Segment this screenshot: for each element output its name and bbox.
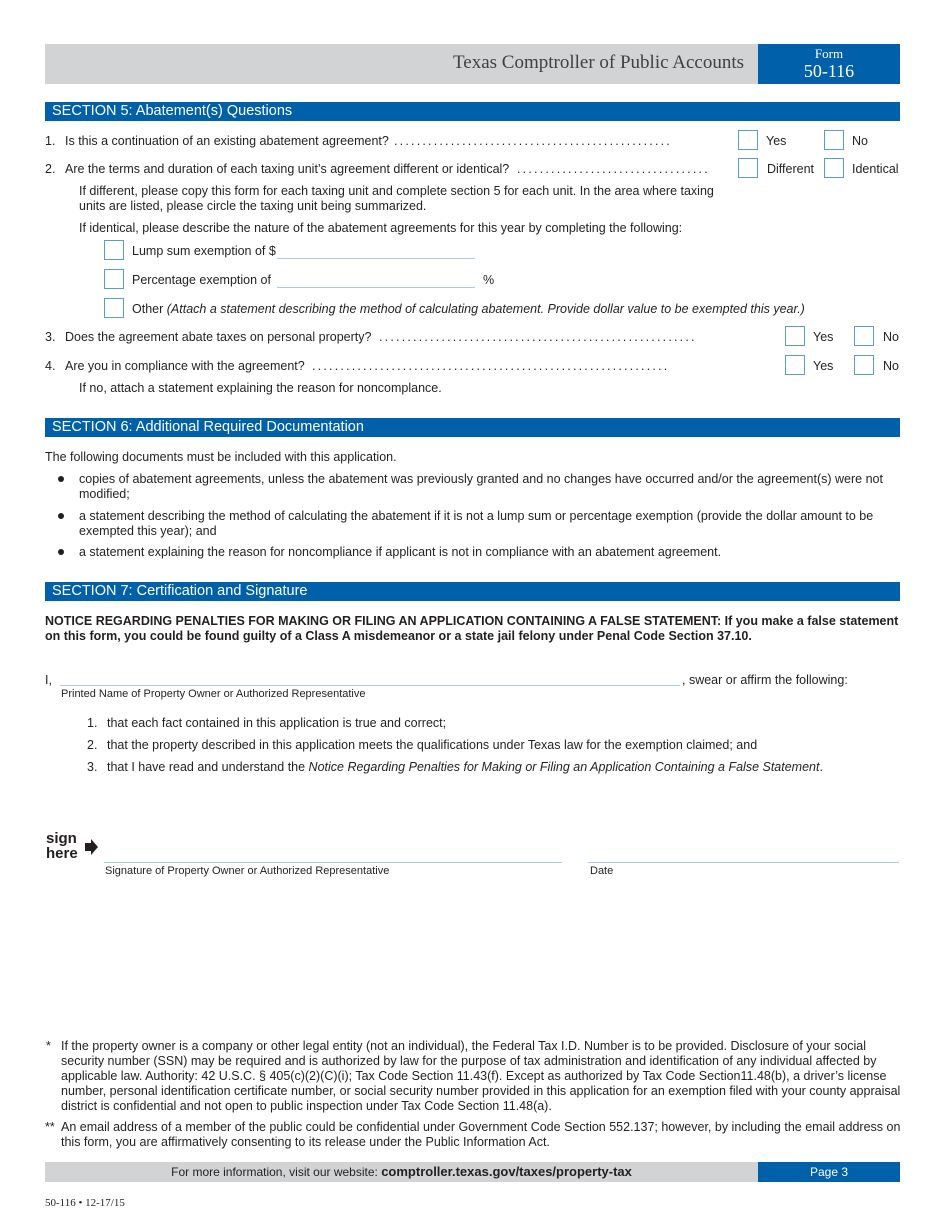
- arrow-right-icon: [85, 839, 98, 855]
- q4-number: 4.: [45, 359, 56, 373]
- q2-different-instructions-cont: units are listed, please circle the taxing unit being summarized.: [79, 199, 427, 213]
- lump-sum-input[interactable]: [277, 257, 475, 259]
- q1-no-checkbox[interactable]: [824, 130, 844, 150]
- other-note: (Attach a statement describing the method of calculating abatement. Provide dollar value to be exempted this year.): [166, 302, 805, 316]
- other-line: [132, 302, 805, 316]
- doc-item-2: a statement describing the method of calculating the abatement if it is not a lump sum or percentage exemption (provide the dollar amount to be: [79, 509, 874, 523]
- doc-item-3: a statement explaining the reason for noncompliance if applicant is not in compliance with an abatement agreement.: [79, 545, 722, 559]
- penalty-notice: NOTICE REGARDING PENALTIES FOR MAKING OR FILING AN APPLICATION CONTAINING A FALSE STATEMENT: If you make a false statement: [45, 614, 899, 628]
- date-input[interactable]: [588, 861, 899, 863]
- here-word: here: [46, 845, 78, 862]
- i-label: I,: [45, 673, 52, 687]
- cert-item-1-number: 1.: [87, 716, 98, 730]
- cert-item-2-number: 2.: [87, 738, 98, 752]
- lump-sum-checkbox[interactable]: [104, 240, 124, 260]
- doc-item-1-cont: modified;: [79, 487, 130, 501]
- q3-text: Does the agreement abate taxes on personal property?: [65, 330, 372, 344]
- lump-sum-label: Lump sum exemption of $: [132, 244, 276, 258]
- q4-yes-label: Yes: [813, 359, 834, 373]
- sign-here-marker: [46, 831, 78, 861]
- footer-more-info: For more information, visit our website:: [171, 1165, 382, 1179]
- form-number-box: [758, 44, 900, 84]
- q2-different-instructions: If different, please copy this form for each taxing unit and complete section 5 for each unit. In the area where taxing: [79, 184, 714, 198]
- q4-text: Are you in compliance with the agreement?: [65, 359, 305, 373]
- percentage-input[interactable]: [277, 286, 475, 288]
- bullet: [58, 513, 64, 519]
- q4-note: If no, attach a statement explaining the reason for noncomplance.: [79, 381, 442, 395]
- q4-no-checkbox[interactable]: [854, 355, 874, 375]
- q4-yes-checkbox[interactable]: [785, 355, 805, 375]
- cert-item-3: [107, 760, 823, 774]
- cert-item-3-number: 3.: [87, 760, 98, 774]
- q3-no-checkbox[interactable]: [854, 326, 874, 346]
- agency-title: Texas Comptroller of Public Accounts: [452, 52, 744, 73]
- section7-title: SECTION 7: Certification and Signature: [45, 582, 900, 601]
- q4-leader: ...............................................................: [312, 359, 670, 373]
- footnote-2-mark: **: [45, 1120, 55, 1134]
- footnote-1-line: security number (SSN) may be required and is authorized by law for the purpose of tax administration and identification of any individual affected by: [61, 1054, 877, 1068]
- swear-text: , swear or affirm the following:: [682, 673, 848, 687]
- page-number: Page 3: [758, 1162, 900, 1182]
- website-link[interactable]: comptroller.texas.gov/taxes/property-tax: [381, 1164, 632, 1179]
- q2-identical-checkbox[interactable]: [824, 158, 844, 178]
- footnote-2: [61, 1120, 906, 1150]
- section5-title: SECTION 5: Abatement(s) Questions: [45, 102, 900, 121]
- footnote-1-line: number, personal identification certificate number, or social security number provided in this application for an exemption filed with your county appraisal: [61, 1084, 901, 1098]
- cert-item-3-title: Notice Regarding Penalties for Making or Filing an Application Containing a False Statement: [308, 760, 820, 774]
- footnote-1-line: applicable law. Authority: 42 U.S.C. § 405(c)(2)(C)(i); Tax Code Section 11.43(f). Except as authorized by Tax Code Section11.48(b), a driver’s license: [61, 1069, 887, 1083]
- q1-yes-checkbox[interactable]: [738, 130, 758, 150]
- printed-name-caption: Printed Name of Property Owner or Authorized Representative: [61, 688, 366, 700]
- percentage-checkbox[interactable]: [104, 269, 124, 289]
- signature-caption: Signature of Property Owner or Authorized Representative: [105, 865, 390, 877]
- printed-name-input[interactable]: [60, 684, 680, 686]
- q4-no-label: No: [883, 359, 899, 373]
- footnote-1-line: If the property owner is a company or other legal entity (not an individual), the Federal Tax I.D. Number is to be provided. Disclosure of your social: [61, 1039, 867, 1053]
- form-id: 50-116 • 12-17/15: [45, 1197, 125, 1209]
- cert-item-3-pre: that I have read and understand the: [107, 760, 309, 774]
- q2-different-checkbox[interactable]: [738, 158, 758, 178]
- form-number: 50-116: [803, 61, 855, 81]
- q3-yes-label: Yes: [813, 330, 834, 344]
- sign-word: sign: [46, 830, 77, 847]
- q2-number: 2.: [45, 162, 56, 176]
- percent-sign: %: [483, 273, 495, 287]
- q3-leader: ........................................................: [379, 330, 697, 344]
- footnote-1: [61, 1039, 906, 1114]
- percentage-label: Percentage exemption of: [132, 273, 271, 287]
- q3-number: 3.: [45, 330, 56, 344]
- q3-yes-checkbox[interactable]: [785, 326, 805, 346]
- q1-text: Is this a continuation of an existing abatement agreement?: [65, 134, 389, 148]
- section6-intro: The following documents must be included with this application.: [45, 450, 397, 464]
- bullet: [58, 549, 64, 555]
- q2-different-label: Different: [767, 162, 815, 176]
- date-caption: Date: [590, 865, 614, 877]
- form-label: Form: [814, 46, 844, 61]
- q3-no-label: No: [883, 330, 899, 344]
- q2-text: Are the terms and duration of each taxing unit’s agreement different or identical?: [65, 162, 510, 176]
- bullet: [58, 476, 64, 482]
- footnote-1-line: district is confidential and not open to public inspection under Tax Code Section 11.48(a).: [61, 1099, 552, 1113]
- q2-identical-intro: If identical, please describe the nature of the abatement agreements for this year by completing the following:: [79, 221, 683, 235]
- footnote-1-mark: *: [46, 1039, 51, 1053]
- other-label: Other: [132, 302, 164, 316]
- q1-no-label: No: [852, 134, 868, 148]
- penalty-notice-cont: on this form, you could be found guilty of a Class A misdemeanor or a state jail felony under Penal Code Section 37.10.: [45, 629, 752, 643]
- q1-yes-label: Yes: [766, 134, 787, 148]
- q1-leader: .................................................: [394, 134, 672, 148]
- cert-item-3-post: .: [819, 760, 823, 774]
- cert-item-2: that the property described in this application meets the qualifications under Texas law for the exemption claimed; and: [107, 738, 758, 752]
- signature-input[interactable]: [104, 861, 562, 863]
- other-checkbox[interactable]: [104, 298, 124, 318]
- q2-identical-label: Identical: [852, 162, 899, 176]
- section6-title: SECTION 6: Additional Required Documentation: [45, 418, 900, 437]
- doc-item-2-cont: exempted this year); and: [79, 524, 217, 538]
- q2-leader: ..................................: [517, 162, 710, 176]
- footnote-2-line: this form, you are affirmatively consenting to its release under the Public Information Act.: [61, 1135, 550, 1149]
- q1-number: 1.: [45, 134, 56, 148]
- cert-item-1: that each fact contained in this application is true and correct;: [107, 716, 447, 730]
- footnote-2-line: An email address of a member of the public could be confidential under Government Code Section 552.137; however, by including the email address on: [61, 1120, 901, 1134]
- doc-item-1: copies of abatement agreements, unless the abatement was previously granted and no changes have occurred and/or the agreement(s) were not: [79, 472, 883, 486]
- footer-bar: [45, 1162, 758, 1182]
